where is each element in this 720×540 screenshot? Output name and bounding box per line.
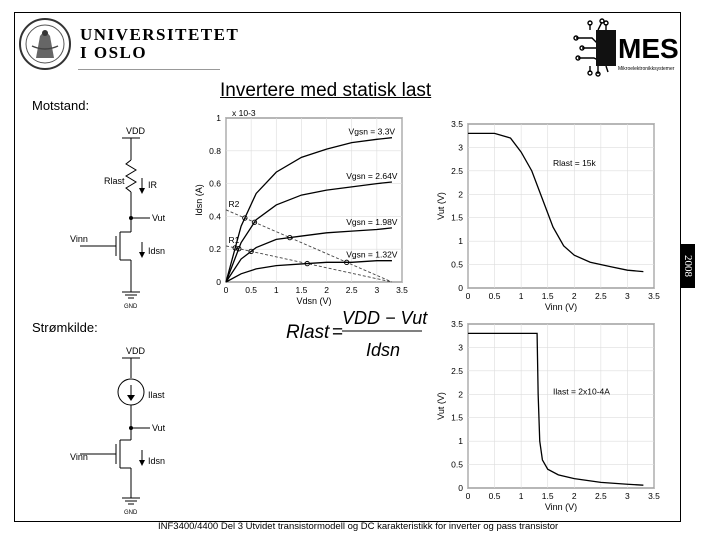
university-seal-logo (18, 16, 72, 72)
circuit2-gnd-label: GND (124, 510, 138, 516)
x-tick-label: 2.5 (594, 491, 607, 501)
x-tick-label: 0.5 (488, 491, 501, 501)
y-tick-label: 0.2 (209, 244, 221, 255)
x-tick-label: 0.5 (245, 285, 258, 295)
y-tick-label: 3 (458, 142, 463, 153)
x-tick-label: 1.5 (541, 291, 554, 301)
y-axis-label: Vut (V) (436, 392, 446, 420)
y-tick-label: 0.5 (451, 459, 463, 470)
circuit2-vut-label: Vut (152, 423, 166, 433)
y-tick-label: 0.5 (451, 259, 463, 270)
series-label: Vgsn = 1.32V (346, 249, 398, 260)
series-label: Vgsn = 2.64V (346, 170, 398, 181)
y-tick-label: 1 (458, 436, 463, 447)
y-axis-label: Vut (V) (436, 192, 446, 220)
slide-title: Invertere med statisk last (220, 80, 432, 101)
circuit1-vdd-label: VDD (126, 126, 146, 136)
series-label: Vgsn = 3.3V (348, 126, 396, 137)
y-tick-label: 0 (216, 277, 221, 287)
x-tick-label: 0 (465, 491, 471, 501)
circuit1-ir-label: IR (148, 180, 157, 190)
circuit1-vut-label: Vut (152, 213, 166, 223)
x-tick-label: 0 (465, 291, 471, 301)
y-tick-label: 1.5 (451, 412, 463, 423)
x-tick-label: 2 (571, 291, 577, 301)
circuit2-vinn-label: Vinn (70, 452, 88, 462)
circuit1-gnd-label: GND (124, 304, 138, 310)
formula-numerator: VDD − Vut (342, 308, 428, 328)
x-tick-label: 1.5 (541, 491, 554, 501)
chart-annotation: Ilast = 2x10-4A (553, 386, 610, 397)
y-tick-label: 1 (458, 236, 463, 247)
university-line-2: I OSLO (80, 43, 148, 62)
resistor-load-circuit (60, 120, 210, 310)
x-axis-label: Vinn (V) (544, 302, 578, 312)
load-line-label: R1 (228, 234, 240, 245)
chart-annotation: Rlast = 15k (553, 158, 596, 169)
slide-footer: INF3400/4400 Del 3 Utvidet transistormodell og DC karakteristikk for inverter og pass transistor (158, 521, 559, 532)
mes-logo-subtitle: Mikroelektronikksystemer (618, 66, 675, 72)
x-tick-label: 3 (625, 291, 630, 301)
formula-lhs: Rlast (286, 322, 330, 343)
y-tick-label: 2.5 (451, 165, 463, 176)
circuit1-rlast-label: Rlast (104, 176, 125, 186)
circuit2-vdd-label: VDD (126, 346, 146, 356)
vtc-resistor-chart (438, 116, 668, 321)
x-tick-label: 2 (324, 285, 329, 295)
y-tick-label: 3.5 (451, 319, 463, 329)
x-tick-label: 0 (223, 285, 229, 295)
series-label: Vgsn = 1.98V (346, 216, 398, 227)
y-tick-label: 0.4 (209, 211, 221, 222)
x-tick-label: 1 (518, 291, 524, 301)
y-tick-label: 3 (458, 342, 463, 353)
y-multiplier-label: x 10-3 (232, 108, 256, 118)
y-tick-label: 0 (458, 483, 463, 493)
x-tick-label: 2.5 (594, 291, 607, 301)
idsn-vdsn-chart (196, 100, 416, 315)
plot-area (468, 124, 654, 288)
x-tick-label: 1 (273, 285, 279, 295)
university-name (80, 26, 239, 62)
current-source-circuit (60, 340, 210, 520)
x-tick-label: 2 (571, 491, 577, 501)
y-tick-label: 3.5 (451, 119, 463, 129)
circuit2-ilast-label: Ilast (148, 390, 165, 400)
label-current-source: Strømkilde: (32, 320, 98, 335)
y-tick-label: 0.6 (209, 178, 221, 189)
year-tab: 2008 (681, 244, 695, 288)
x-tick-label: 3 (374, 285, 380, 295)
x-tick-label: 3.5 (396, 285, 408, 295)
x-tick-label: 3.5 (648, 291, 660, 301)
y-tick-label: 0 (458, 283, 463, 293)
university-line-1: UNIVERSITETET (80, 25, 240, 44)
circuit1-idsn-label: Idsn (148, 246, 166, 256)
x-axis-label: Vdsn (V) (296, 296, 332, 306)
y-tick-label: 2 (458, 189, 463, 200)
mes-logo (572, 18, 677, 76)
y-tick-label: 1 (216, 113, 221, 123)
formula-denominator: Idsn (366, 340, 401, 360)
load-line-label: R2 (228, 198, 240, 209)
x-axis-label: Vinn (V) (544, 502, 578, 512)
y-axis-label: Idsn (A) (194, 184, 204, 216)
y-tick-label: 2 (458, 389, 463, 400)
x-tick-label: 3.5 (648, 491, 660, 501)
vtc-current-source-chart (438, 316, 668, 516)
circuit2-idsn-label: Idsn (148, 456, 166, 466)
label-resistor: Motstand: (32, 98, 90, 113)
x-tick-label: 0.5 (488, 291, 501, 301)
circuit1-vinn-label: Vinn (70, 234, 88, 244)
y-tick-label: 2.5 (451, 365, 463, 376)
formula-equals: = (332, 322, 344, 343)
x-tick-label: 2.5 (345, 285, 358, 295)
x-tick-label: 3 (625, 491, 630, 501)
y-tick-label: 1.5 (451, 212, 463, 223)
x-tick-label: 1 (518, 491, 524, 501)
plot-area (468, 324, 654, 488)
mes-logo-text: MES (618, 33, 679, 64)
y-tick-label: 0.8 (209, 145, 221, 156)
x-tick-label: 1.5 (295, 285, 308, 295)
